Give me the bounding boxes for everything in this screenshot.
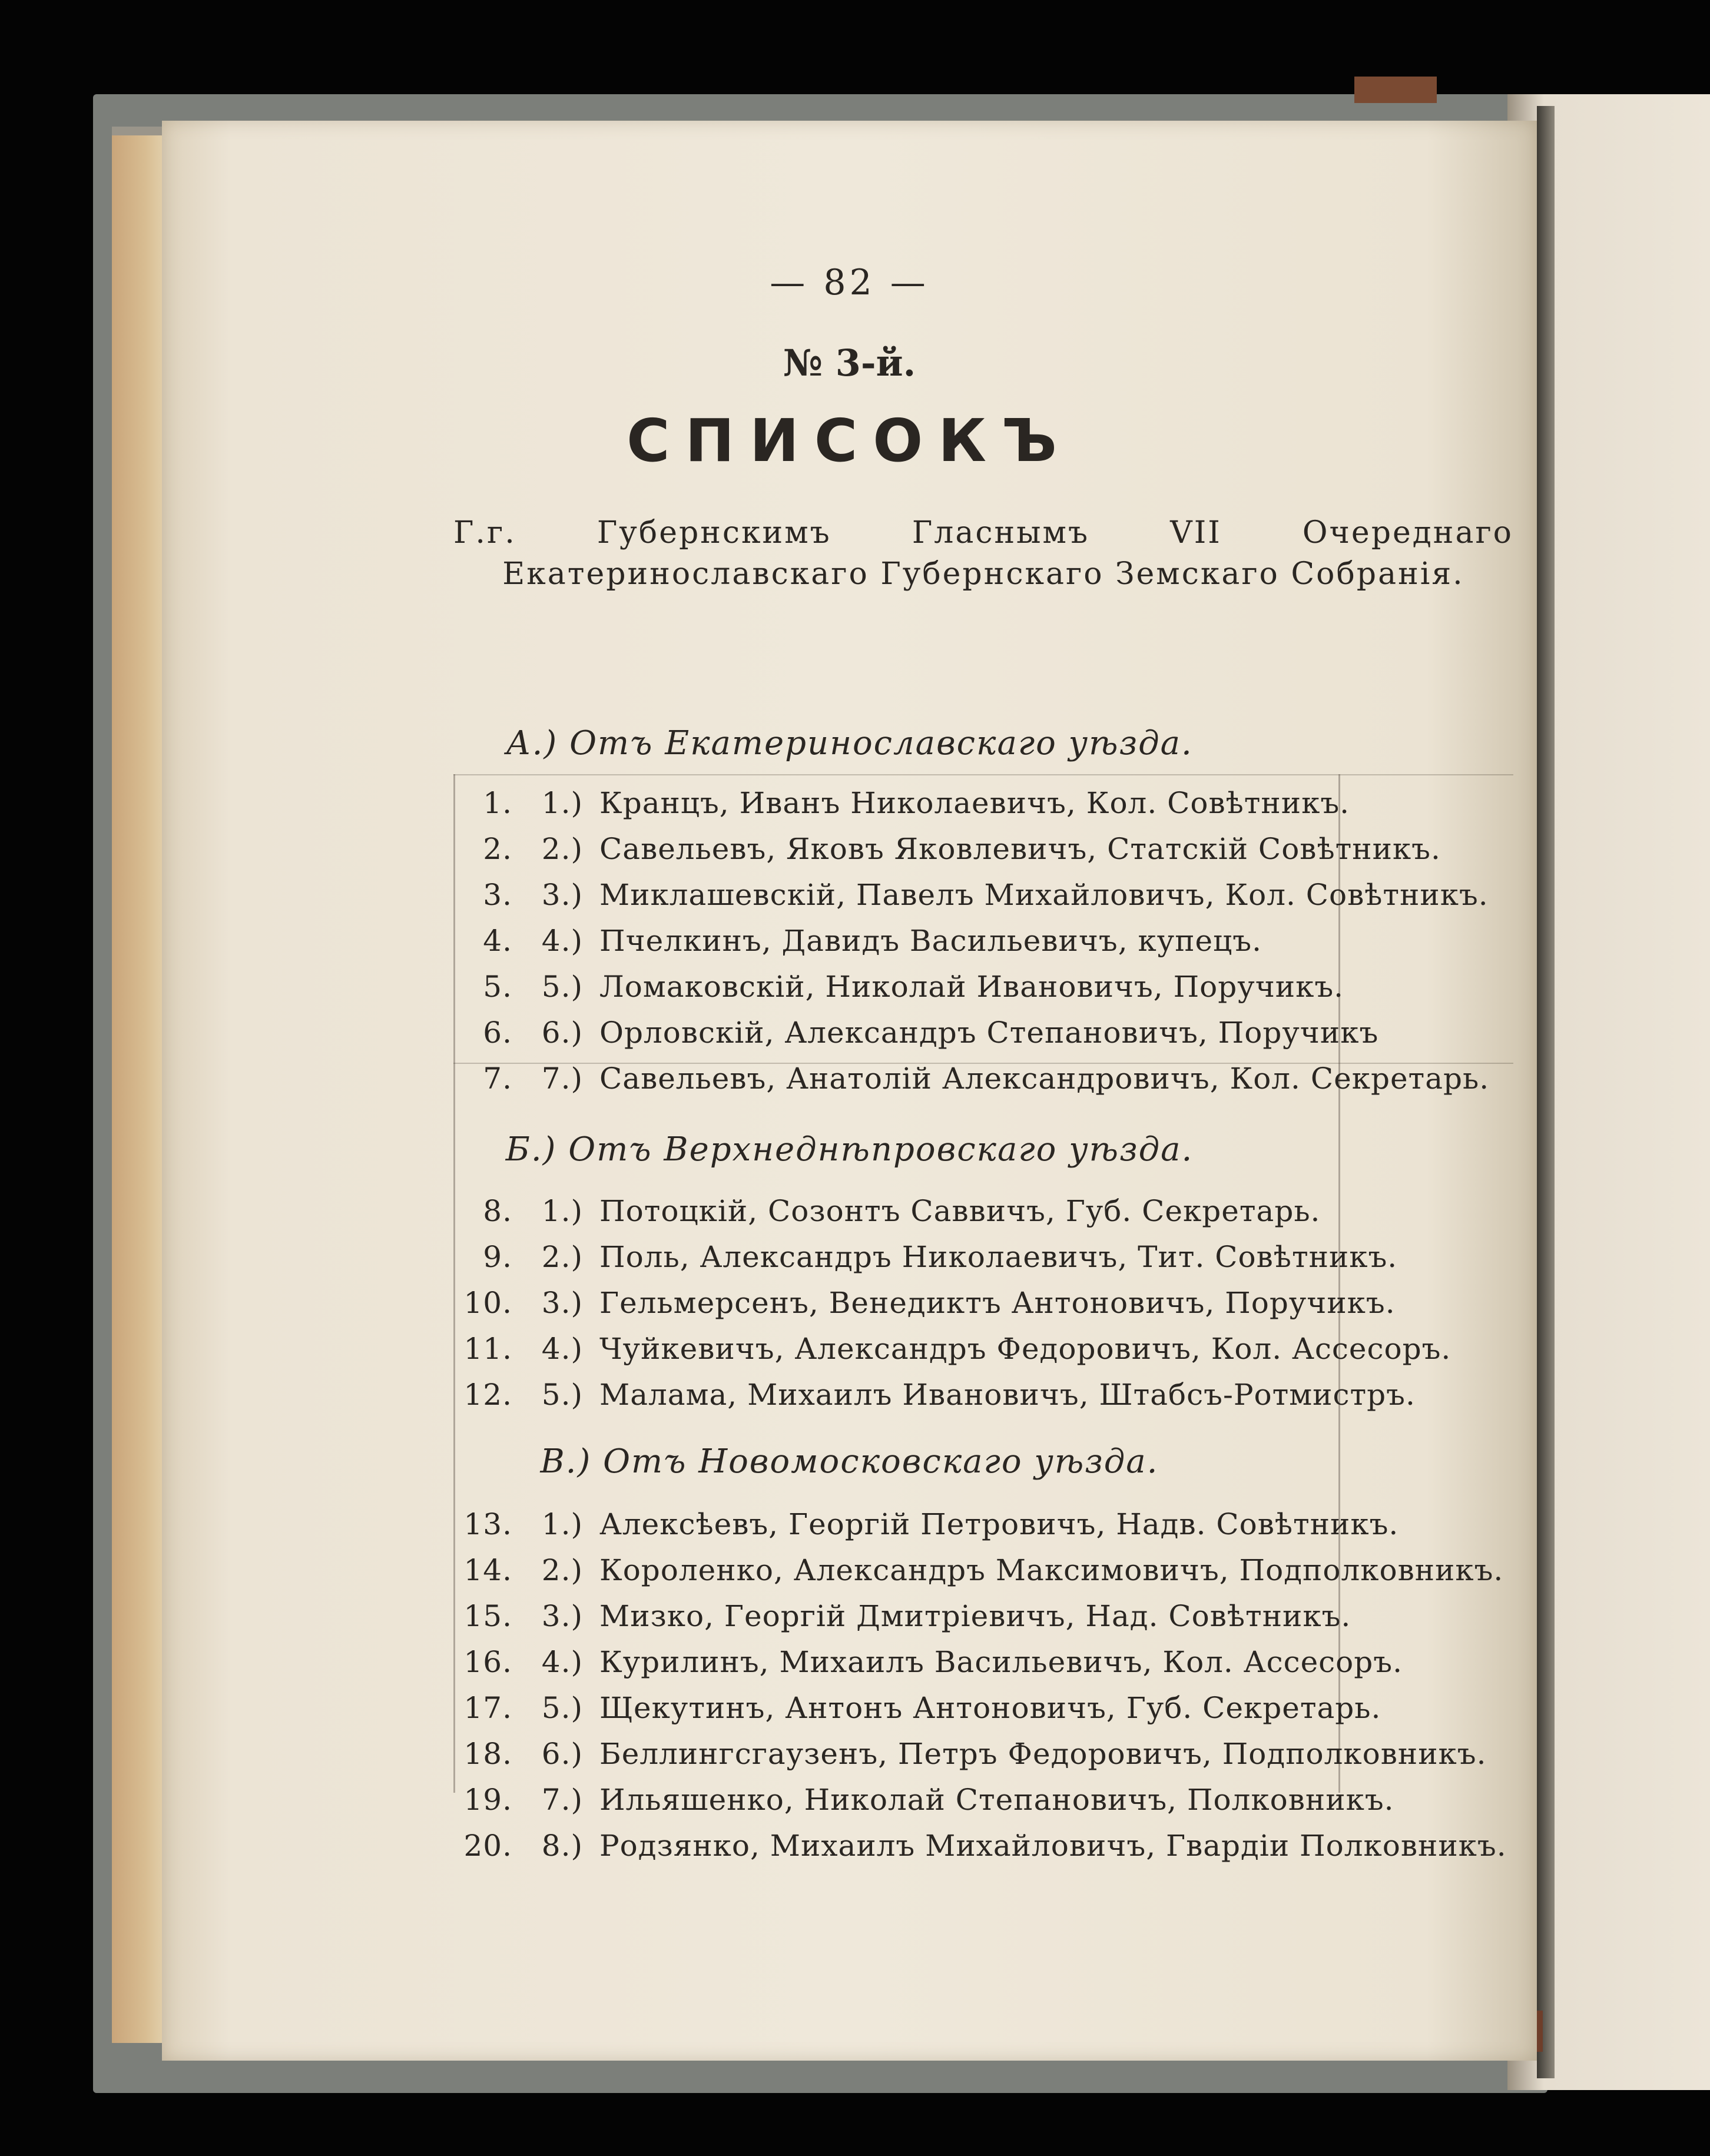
list-item: 11. 4.) Чуйкевичъ, Александръ Федоровичъ, Кол. Ассесоръ.	[463, 1332, 1451, 1366]
document-number: № 3-й.	[783, 341, 916, 384]
page-edges	[112, 135, 168, 2043]
list-item: 7. 7.) Савельевъ, Анатолій Александровичъ, Кол. Секретарь.	[483, 1062, 1490, 1096]
list-item: 9. 2.) Поль, Александръ Николаевичъ, Тит. Совѣтникъ.	[483, 1240, 1398, 1274]
section-heading-b: Б.) Отъ Верхнеднѣпровскаго уѣзда.	[505, 1130, 1194, 1169]
list-item: 5. 5.) Ломаковскій, Николай Ивановичъ, Поручикъ.	[483, 970, 1344, 1004]
list-item: 8. 1.) Потоцкій, Созонтъ Саввичъ, Губ. Секретарь.	[483, 1194, 1321, 1228]
list-item: 20. 8.) Родзянко, Михаилъ Михайловичъ, Гвардіи Полковникъ.	[463, 1829, 1507, 1863]
list-item: 19. 7.) Ильяшенко, Николай Степановичъ, Полковникъ.	[463, 1783, 1394, 1817]
list-item: 17. 5.) Щекутинъ, Антонъ Антоновичъ, Губ. Секретарь.	[463, 1691, 1381, 1725]
page-content	[162, 121, 1537, 2061]
list-item: 12. 5.) Малама, Михаилъ Ивановичъ, Штабсъ-Ротмистръ.	[463, 1378, 1416, 1412]
list-item: 6. 6.) Орловскій, Александръ Степановичъ, Поручикъ	[483, 1016, 1379, 1050]
book-gutter	[1537, 106, 1555, 2078]
list-item: 1. 1.) Кранцъ, Иванъ Николаевичъ, Кол. Совѣтникъ.	[483, 786, 1350, 820]
list-item: 10. 3.) Гельмерсенъ, Венедиктъ Антоновичъ, Поручикъ.	[463, 1286, 1396, 1320]
list-item: 4. 4.) Пчелкинъ, Давидъ Васильевичъ, купецъ.	[483, 924, 1262, 958]
list-item: 3. 3.) Миклашевскій, Павелъ Михайловичъ, Кол. Совѣтникъ.	[483, 878, 1489, 912]
document-title: СПИСОКЪ	[627, 406, 1072, 475]
document-subtitle: Г.г. Губернскимъ Гласнымъ VII Очереднаго Екатеринославскаго Губернскаго Земскаго Собранія.	[453, 515, 1513, 592]
section-heading-a: А.) Отъ Екатеринославскаго уѣзда.	[506, 724, 1193, 762]
list-item: 13. 1.) Алексѣевъ, Георгій Петровичъ, Надв. Совѣтникъ.	[463, 1507, 1399, 1541]
list-item: 18. 6.) Беллингсгаузенъ, Петръ Федоровичъ, Подполковникъ.	[463, 1737, 1487, 1771]
list-item: 15. 3.) Мизко, Георгій Дмитріевичъ, Над. Совѣтникъ.	[463, 1599, 1351, 1633]
list-item: 16. 4.) Курилинъ, Михаилъ Васильевичъ, Кол. Ассесоръ.	[463, 1645, 1403, 1679]
document-page	[162, 121, 1537, 2061]
list-item: 2. 2.) Савельевъ, Яковъ Яковлевичъ, Статскій Совѣтникъ.	[483, 832, 1441, 866]
page-number: — 82 —	[770, 262, 929, 303]
list-item: 14. 2.) Короленко, Александръ Максимовичъ, Подполковникъ.	[463, 1553, 1504, 1587]
bookmark-tab-top	[1354, 77, 1437, 103]
section-heading-c: В.) Отъ Новомосковскаго уѣзда.	[540, 1442, 1159, 1481]
